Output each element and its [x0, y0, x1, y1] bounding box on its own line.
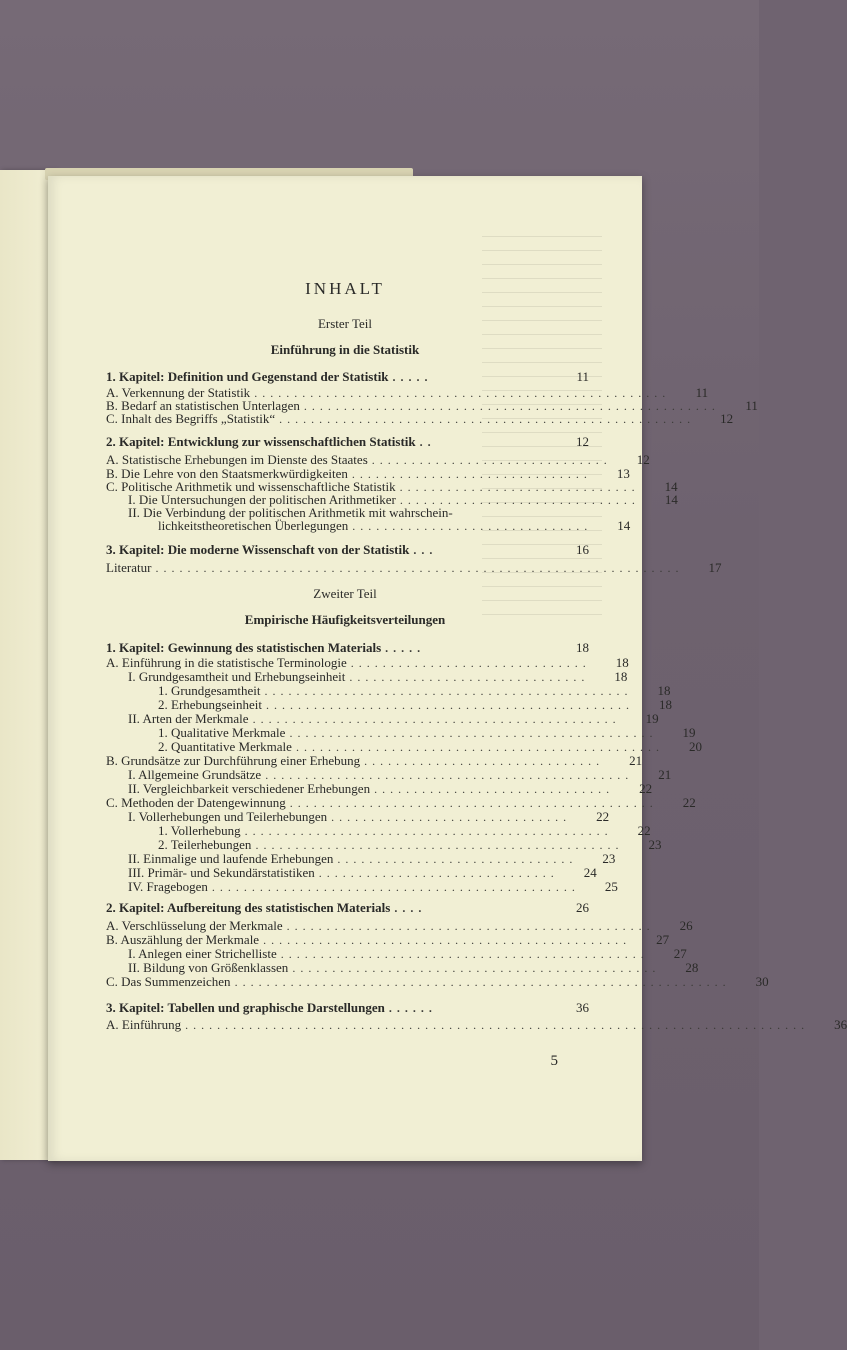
toc-entry: 1. Kapitel: Gewinnung des statistischen Materials ..... 18 [106, 640, 589, 655]
toc-entry: C. Politische Arithmetik und wissenschaftliche Statistik .............................. 14 [106, 479, 678, 494]
toc-entry: 1. Vollerhebung .............................................. 22 [158, 823, 651, 838]
toc-entry: III. Primär- und Sekundärstatistiken .............................. 24 [128, 865, 597, 880]
toc-entry: B. Die Lehre von den Staatsmerkwürdigkeiten .............................. 13 [106, 466, 630, 481]
part-2-heading: Empirische Häufigkeitsverteilungen [244, 612, 446, 627]
toc-entry: C. Das Summenzeichen .............................................................. 30 [106, 974, 769, 989]
toc-entry: A. Einführung .............................................................................. 36 [106, 1017, 847, 1032]
toc-entry: I. Anlegen einer Strichelliste .............................................. 27 [128, 946, 687, 961]
toc-entry: 2. Kapitel: Entwicklung zur wissenschaftlichen Statistik .. 12 [106, 434, 589, 449]
toc-entry: 2. Quantitative Merkmale .............................................. 20 [158, 739, 702, 754]
toc-entry: C. Inhalt des Begriffs „Statistik“ .................................................... 12 [106, 411, 734, 426]
toc-entry: B. Bedarf an statistischen Unterlagen .................................................... 11 [106, 398, 758, 413]
toc-entry: I. Vollerhebungen und Teilerhebungen .............................. 22 [128, 809, 610, 824]
toc-entry: B. Grundsätze zur Durchführung einer Erhebung .............................. 21 [106, 753, 643, 768]
page-title: INHALT [305, 279, 385, 298]
part-2-label: Zweiter Teil [313, 586, 377, 601]
toc-entry: II. Arten der Merkmale .............................................. 19 [128, 711, 659, 726]
toc-entry: IV. Fragebogen .............................................. 25 [128, 879, 618, 894]
toc-entry: II. Bildung von Größenklassen .............................................. 28 [128, 960, 699, 975]
toc-entry: A. Verschlüsselung der Merkmale .............................................. 26 [106, 918, 693, 933]
toc-entry: A. Verkennung der Statistik .................................................... 11 [106, 385, 709, 400]
book-page [48, 176, 847, 1161]
toc-entry: C. Methoden der Datengewinnung .............................................. 22 [106, 795, 696, 810]
toc-entry: II. Einmalige und laufende Erhebungen .............................. 23 [128, 851, 616, 866]
toc-entry: lichkeitstheoretischen Überlegungen .............................. 14 [158, 518, 631, 533]
toc-entry: 1. Kapitel: Definition und Gegenstand der Statistik ..... 11 [106, 369, 589, 384]
toc-entry: 1. Grundgesamtheit .............................................. 18 [158, 683, 671, 698]
toc-entry: 2. Kapitel: Aufbereitung des statistischen Materials .... 26 [106, 900, 589, 915]
toc-entry: 3. Kapitel: Tabellen und graphische Darstellungen ...... 36 [106, 1000, 589, 1015]
toc-entry: I. Grundgesamtheit und Erhebungseinheit .............................. 18 [128, 669, 628, 684]
toc-entry: Literatur .................................................................. 17 [106, 560, 722, 575]
toc-entry: II. Vergleichbarkeit verschiedener Erhebungen .............................. 22 [128, 781, 653, 796]
toc-entry: 2. Teilerhebungen .............................................. 23 [158, 837, 662, 852]
toc-entry: A. Einführung in die statistische Terminologie .............................. 18 [106, 655, 629, 670]
page-number: 5 [550, 1053, 558, 1069]
toc-entry: I. Allgemeine Grundsätze .............................................. 21 [128, 767, 672, 782]
toc-entry: A. Statistische Erhebungen im Dienste des Staates .............................. 12 [106, 452, 650, 467]
toc-entry: II. Die Verbindung der politischen Arithmetik mit wahrschein- [128, 505, 453, 520]
part-1-heading: Einführung in die Statistik [270, 342, 420, 357]
toc-entry: I. Die Untersuchungen der politischen Arithmetiker .............................. 14 [128, 492, 678, 507]
part-1-label: Erster Teil [317, 316, 373, 331]
toc-entry: 2. Erhebungseinheit .............................................. 18 [158, 697, 672, 712]
toc-entry: B. Auszählung der Merkmale .............................................. 27 [106, 932, 670, 947]
toc-entry: 3. Kapitel: Die moderne Wissenschaft von der Statistik ... 16 [106, 542, 589, 557]
toc-entry: 1. Qualitative Merkmale .............................................. 19 [158, 725, 696, 740]
